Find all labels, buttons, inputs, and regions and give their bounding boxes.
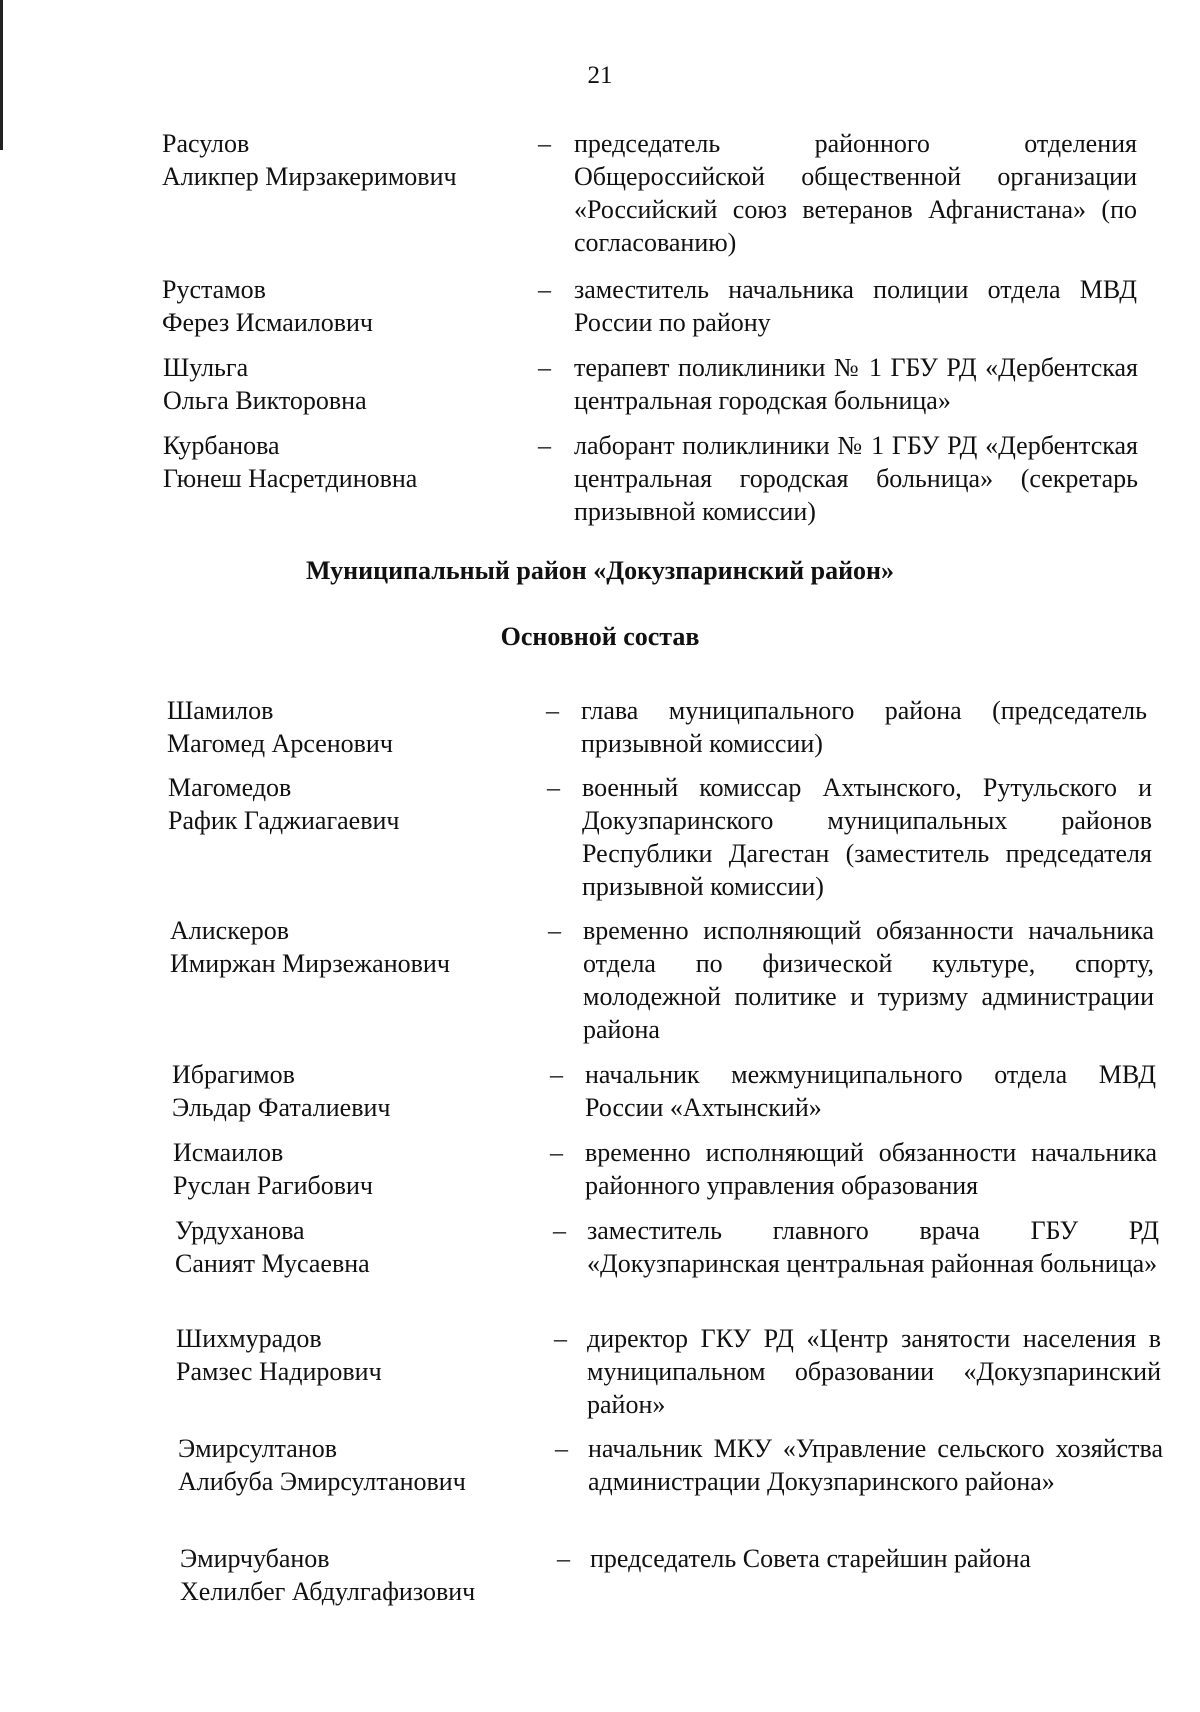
dash-separator: – <box>548 916 561 945</box>
member-name <box>170 914 450 980</box>
member-role: заместитель начальника полиции отдела МВД России по району <box>574 275 1137 337</box>
member-role: лаборант поликлиники № 1 ГБУ РД «Дербентская центральная городская больница» (секретарь призывной комиссии) <box>574 431 1138 526</box>
member-role: временно исполняющий обязанности начальника отдела по физической культуре, спорту, молодежной политике и туризму администрации района <box>583 916 1154 1044</box>
dash-separator: – <box>538 275 551 304</box>
dash-separator: – <box>538 353 551 382</box>
dash-separator: – <box>553 1216 566 1245</box>
member-given-name: Рафик Гаджиагаевич <box>168 806 400 835</box>
member-surname: Эмирчубанов <box>180 1544 330 1573</box>
dash-separator: – <box>538 129 551 158</box>
member-surname: Расулов <box>162 129 250 158</box>
member-given-name: Гюнеш Насретдиновна <box>163 464 418 493</box>
member-name <box>162 127 457 193</box>
page-number: 21 <box>587 62 613 89</box>
member-given-name: Саният Мусаевна <box>175 1249 370 1278</box>
dash-separator: – <box>555 1434 568 1463</box>
member-role: начальник межмуниципального отдела МВД России «Ахтынский» <box>585 1060 1156 1122</box>
member-surname: Шамилов <box>167 696 274 725</box>
section-heading: Основной состав <box>500 622 700 651</box>
member-role: председатель Совета старейшин района <box>590 1544 1031 1573</box>
member-role: терапевт поликлиники № 1 ГБУ РД «Дербентская центральная городская больница» <box>574 353 1138 415</box>
member-given-name: Ольга Викторовна <box>163 386 367 415</box>
member-name <box>180 1542 475 1608</box>
member-surname: Рустамов <box>162 275 266 304</box>
member-name <box>178 1432 466 1498</box>
dash-separator: – <box>538 431 551 460</box>
member-surname: Урдуханова <box>175 1216 305 1245</box>
member-given-name: Эльдар Фаталиевич <box>172 1093 391 1122</box>
dash-separator: – <box>557 1544 570 1573</box>
member-role: директор ГКУ РД «Центр занятости населения в муниципальном образовании «Докузпаринский район» <box>587 1324 1161 1419</box>
member-given-name: Ферез Исмаилович <box>162 308 373 337</box>
member-surname: Эмирсултанов <box>178 1434 337 1463</box>
member-given-name: Аликпер Мирзакеримович <box>162 162 457 191</box>
dash-separator: – <box>550 1138 563 1167</box>
member-name <box>168 771 399 837</box>
member-role: глава муниципального района (председатель призывной комиссии) <box>581 696 1147 758</box>
dash-separator: – <box>554 1324 567 1353</box>
member-name <box>162 273 373 339</box>
member-given-name: Рамзес Надирович <box>176 1357 382 1386</box>
dash-separator: – <box>547 773 560 802</box>
member-name <box>176 1322 382 1388</box>
member-role: военный комиссар Ахтынского, Рутульского и Докузпаринского муниципальных районов Республики Дагестан (заместитель председателя призывной комиссии) <box>582 773 1152 901</box>
member-surname: Магомедов <box>168 773 292 802</box>
member-name <box>163 351 367 417</box>
member-surname: Ибрагимов <box>172 1060 295 1089</box>
member-surname: Шульга <box>163 353 249 382</box>
member-surname: Шихмурадов <box>176 1324 322 1353</box>
member-given-name: Магомед Арсенович <box>167 729 393 758</box>
member-role: заместитель главного врача ГБУ РД «Докузпаринская центральная районная больница» <box>587 1216 1159 1278</box>
dash-separator: – <box>546 696 559 725</box>
member-given-name: Алибуба Эмирсултанович <box>178 1467 466 1496</box>
member-given-name: Хелилбег Абдулгафизович <box>180 1577 476 1606</box>
member-given-name: Имиржан Мирзежанович <box>170 949 450 978</box>
member-role: председатель районного отделения Общероссийской общественной организации «Российский союз ветеранов Афганистана» (по согласованию) <box>574 129 1137 257</box>
member-surname: Исмаилов <box>173 1138 284 1167</box>
member-name <box>163 429 417 495</box>
member-name <box>173 1136 373 1202</box>
member-surname: Курбанова <box>163 431 280 460</box>
member-role: временно исполняющий обязанности начальника районного управления образования <box>585 1138 1157 1200</box>
district-heading: Муниципальный район «Докузпаринский район» <box>305 556 895 585</box>
dash-separator: – <box>550 1060 563 1089</box>
member-name <box>172 1058 390 1124</box>
member-name <box>167 694 393 760</box>
member-name <box>175 1214 370 1280</box>
member-surname: Алискеров <box>170 916 290 945</box>
member-role: начальник МКУ «Управление сельского хозяйства администрации Докузпаринского района» <box>588 1434 1163 1496</box>
member-given-name: Руслан Рагибович <box>173 1171 374 1200</box>
